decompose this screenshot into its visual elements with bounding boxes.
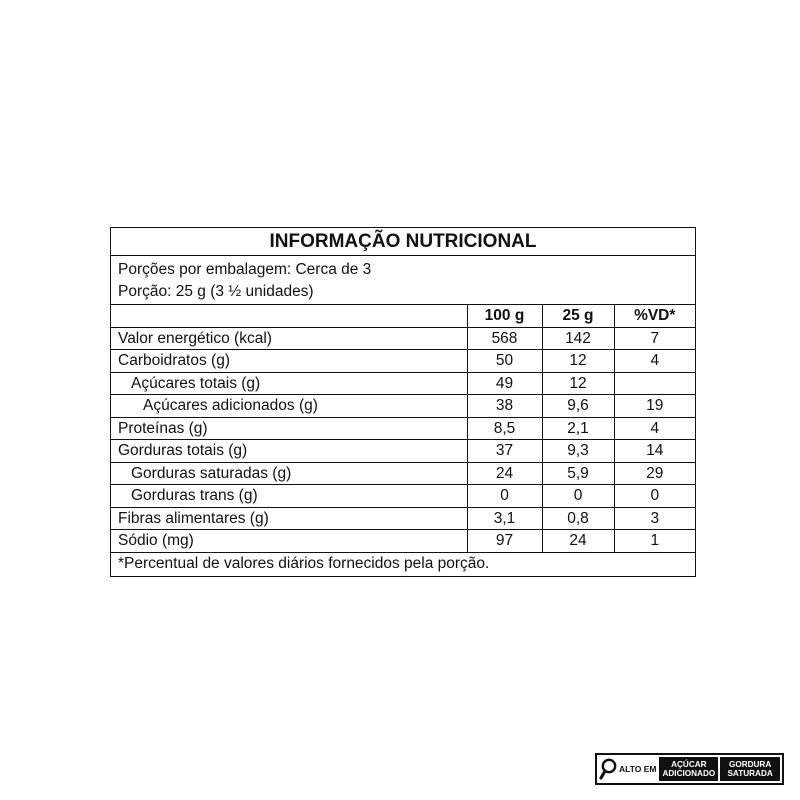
nutrient-name: Fibras alimentares (g)	[111, 507, 467, 530]
value-per-serving: 12	[542, 350, 614, 373]
value-per-100g: 37	[467, 440, 542, 463]
serving-info	[111, 256, 695, 305]
nutrition-facts-label	[110, 227, 696, 577]
warning-saturated-fat-line2: SATURADA	[727, 769, 773, 778]
nutrient-name: Açúcares adicionados (g)	[111, 395, 467, 418]
value-per-100g: 8,5	[467, 417, 542, 440]
column-header-per-100g: 100 g	[467, 305, 542, 327]
value-per-serving: 24	[542, 530, 614, 553]
daily-value-percent: 3	[614, 507, 695, 530]
value-per-100g: 568	[467, 327, 542, 350]
warning-added-sugar-line1: AÇÚCAR	[671, 759, 707, 769]
nutrient-row	[111, 327, 695, 350]
value-per-serving: 0	[542, 485, 614, 508]
column-header-nutrient	[111, 305, 467, 327]
table-header-row	[111, 305, 695, 327]
nutrient-row	[111, 350, 695, 373]
value-per-100g: 3,1	[467, 507, 542, 530]
nutrient-name: Gorduras trans (g)	[111, 485, 467, 508]
warning-added-sugar-line2: ADICIONADO	[662, 769, 716, 778]
daily-value-percent: 14	[614, 440, 695, 463]
value-per-serving: 9,6	[542, 395, 614, 418]
daily-value-percent: 19	[614, 395, 695, 418]
value-per-serving: 0,8	[542, 507, 614, 530]
nutrient-table	[111, 305, 695, 553]
warning-saturated-fat	[720, 757, 780, 781]
nutrient-row	[111, 372, 695, 395]
value-per-100g: 38	[467, 395, 542, 418]
value-per-100g: 50	[467, 350, 542, 373]
value-per-100g: 49	[467, 372, 542, 395]
nutrient-row	[111, 440, 695, 463]
daily-value-percent	[614, 372, 695, 395]
alto-em-label	[597, 755, 659, 783]
nutrient-name: Proteínas (g)	[111, 417, 467, 440]
warning-added-sugar	[659, 757, 718, 781]
daily-value-percent: 29	[614, 462, 695, 485]
daily-value-percent: 7	[614, 327, 695, 350]
daily-value-percent: 0	[614, 485, 695, 508]
front-of-pack-warning-badge	[595, 753, 784, 785]
daily-value-percent: 4	[614, 417, 695, 440]
value-per-serving: 9,3	[542, 440, 614, 463]
value-per-100g: 0	[467, 485, 542, 508]
nutrient-row	[111, 485, 695, 508]
column-header-daily-value: %VD*	[614, 305, 695, 327]
nutrient-row	[111, 417, 695, 440]
alto-em-text: ALTO EM	[619, 764, 657, 774]
nutrient-row	[111, 462, 695, 485]
servings-per-package: Porções por embalagem: Cerca de 3	[118, 261, 372, 278]
warning-saturated-fat-line1: GORDURA	[728, 759, 772, 769]
nutrient-name: Carboidratos (g)	[111, 350, 467, 373]
nutrient-row	[111, 530, 695, 553]
value-per-serving: 12	[542, 372, 614, 395]
value-per-100g: 97	[467, 530, 542, 553]
nutrient-row	[111, 395, 695, 418]
nutrient-name: Gorduras totais (g)	[111, 440, 467, 463]
value-per-serving: 5,9	[542, 462, 614, 485]
value-per-100g: 24	[467, 462, 542, 485]
column-header-per-serving: 25 g	[542, 305, 614, 327]
label-title: INFORMAÇÃO NUTRICIONAL	[111, 228, 695, 256]
daily-value-percent: 4	[614, 350, 695, 373]
value-per-serving: 2,1	[542, 417, 614, 440]
nutrient-name: Sódio (mg)	[111, 530, 467, 553]
value-per-serving: 142	[542, 327, 614, 350]
serving-size: Porção: 25 g (3 ½ unidades)	[118, 282, 314, 300]
magnifier-icon	[599, 758, 618, 780]
daily-value-percent: 1	[614, 530, 695, 553]
nutrient-row	[111, 507, 695, 530]
nutrient-name: Valor energético (kcal)	[111, 327, 467, 350]
footnote: *Percentual de valores diários fornecidos pela porção.	[118, 554, 490, 572]
nutrient-name: Açúcares totais (g)	[111, 372, 467, 395]
nutrient-name: Gorduras saturadas (g)	[111, 462, 467, 485]
